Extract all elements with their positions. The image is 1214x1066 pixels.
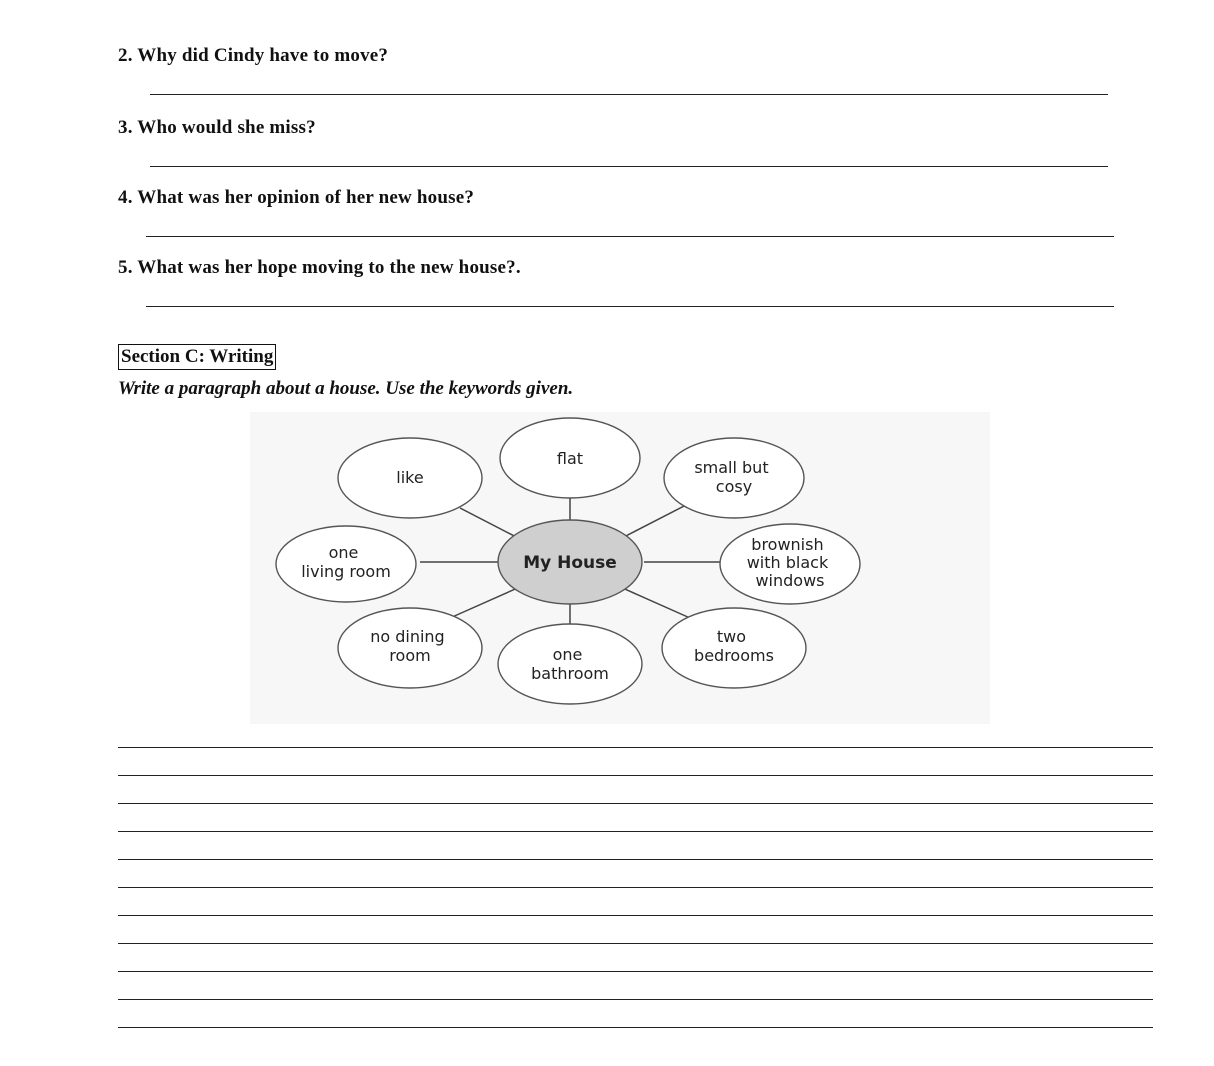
writing-line[interactable] [118, 971, 1153, 972]
connector-bedrooms [618, 586, 690, 618]
mind-map-svg [250, 412, 990, 724]
writing-line[interactable] [118, 999, 1153, 1000]
mind-map-diagram [250, 412, 990, 724]
keyword-bathroom: one bathroom [531, 645, 609, 683]
keyword-living-room: one living room [301, 543, 391, 581]
instruction-text: Write a paragraph about a house. Use the keywords given. [118, 378, 574, 399]
writing-line[interactable] [118, 831, 1153, 832]
keyword-brownish: brownish with black windows [746, 535, 829, 590]
keyword-flat: flat [556, 449, 584, 468]
keyword-like: like [396, 468, 424, 487]
writing-line[interactable] [118, 747, 1153, 748]
connector-like [460, 508, 522, 540]
writing-line[interactable] [118, 803, 1153, 804]
question-4: 4. What was her opinion of her new house? [118, 187, 475, 208]
answer-line-2[interactable] [150, 94, 1108, 95]
question-5: 5. What was her hope moving to the new house?. [118, 257, 521, 278]
question-3: 3. Who would she miss? [118, 117, 316, 138]
writing-line[interactable] [118, 887, 1153, 888]
writing-line[interactable] [118, 1027, 1153, 1028]
keyword-small-cosy: small but cosy [694, 458, 769, 496]
writing-line[interactable] [118, 943, 1153, 944]
writing-line[interactable] [118, 859, 1153, 860]
writing-line[interactable] [118, 775, 1153, 776]
connector-small-cosy [618, 504, 688, 540]
writing-line[interactable] [118, 915, 1153, 916]
section-title: Section C: Writing [118, 344, 276, 370]
answer-line-5[interactable] [146, 306, 1114, 307]
answer-line-3[interactable] [150, 166, 1108, 167]
keyword-bedrooms: two bedrooms [694, 627, 774, 665]
center-label: My House [523, 553, 617, 573]
keyword-dining-room: no dining room [370, 627, 445, 665]
connector-dining-room [450, 586, 522, 618]
answer-line-4[interactable] [146, 236, 1114, 237]
question-2: 2. Why did Cindy have to move? [118, 45, 389, 66]
